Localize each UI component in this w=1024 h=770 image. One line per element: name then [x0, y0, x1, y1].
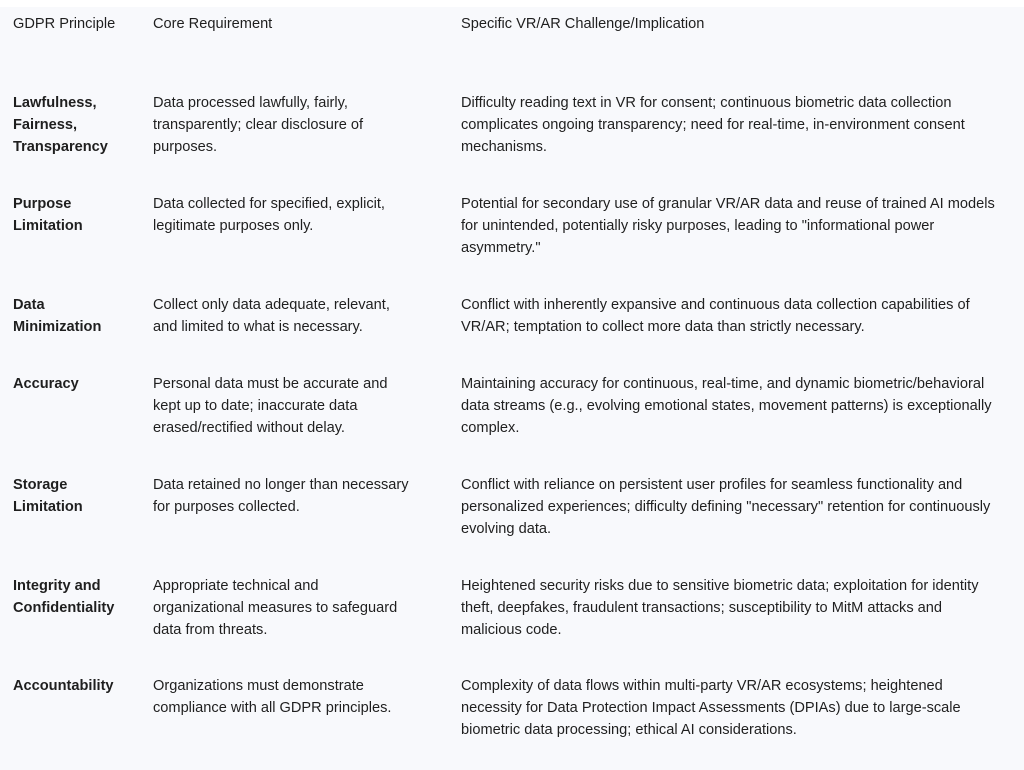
challenge-line: data streams (e.g., evolving emotional states, movement patterns) is exceptionally — [461, 398, 992, 414]
row-principle — [13, 575, 138, 619]
challenge-line: evolving data. — [461, 521, 552, 537]
requirement-line: Personal data must be accurate and — [153, 376, 388, 392]
challenge-line: VR/AR; temptation to collect more data than strictly necessary. — [461, 319, 865, 335]
challenge-line: Heightened security risks due to sensitive biometric data; exploitation for identity — [461, 578, 979, 594]
principle-line: Data — [13, 297, 45, 313]
principle-line: Limitation — [13, 499, 83, 515]
header-requirement: Core Requirement — [153, 16, 273, 32]
row-principle — [13, 294, 138, 338]
principle-line: Accountability — [13, 678, 114, 694]
requirement-line: kept up to date; inaccurate data — [153, 398, 358, 414]
requirement-line: erased/rectified without delay. — [153, 420, 345, 436]
challenge-line: mechanisms. — [461, 139, 547, 155]
principle-line: Minimization — [13, 319, 102, 335]
row-requirement — [153, 575, 443, 641]
row-requirement — [153, 92, 443, 158]
challenge-line: for unintended, potentially risky purposes, leading to "informational power — [461, 218, 935, 234]
principle-line: Lawfulness, — [13, 95, 97, 111]
challenge-line: Difficulty reading text in VR for consent; continuous biometric data collection — [461, 95, 952, 111]
challenge-line: Maintaining accuracy for continuous, real-time, and dynamic biometric/behavioral — [461, 376, 985, 392]
row-principle — [13, 675, 138, 697]
requirement-line: Collect only data adequate, relevant, — [153, 297, 390, 313]
header-challenge: Specific VR/AR Challenge/Implication — [461, 16, 705, 32]
challenge-line: complex. — [461, 420, 520, 436]
requirement-line: Appropriate technical and — [153, 578, 319, 594]
header-principle: GDPR Principle — [13, 16, 116, 32]
principle-line: Confidentiality — [13, 600, 115, 616]
requirement-line: and limited to what is necessary. — [153, 319, 363, 335]
row-principle — [13, 92, 138, 158]
principle-line: Fairness, — [13, 117, 78, 133]
row-challenge — [461, 92, 1024, 158]
row-challenge — [461, 294, 1024, 338]
challenge-line: Conflict with reliance on persistent user profiles for seamless functionality and — [461, 477, 963, 493]
row-challenge — [461, 675, 1024, 741]
challenge-line: necessity for Data Protection Impact Assessments (DPIAs) due to large-scale — [461, 700, 961, 716]
principle-line: Transparency — [13, 139, 108, 155]
challenge-line: theft, deepfakes, fraudulent transactions; susceptibility to MitM attacks and — [461, 600, 943, 616]
requirement-line: Data collected for specified, explicit, — [153, 196, 385, 212]
requirement-line: data from threats. — [153, 622, 268, 638]
row-principle — [13, 373, 138, 395]
challenge-line: malicious code. — [461, 622, 562, 638]
requirement-line: legitimate purposes only. — [153, 218, 314, 234]
principle-line: Limitation — [13, 218, 83, 234]
row-challenge — [461, 474, 1024, 540]
challenge-line: Potential for secondary use of granular VR/AR data and reuse of trained AI models — [461, 196, 995, 212]
requirement-line: purposes. — [153, 139, 218, 155]
requirement-line: compliance with all GDPR principles. — [153, 700, 392, 716]
principle-line: Storage — [13, 477, 68, 493]
principle-line: Accuracy — [13, 376, 79, 392]
requirement-line: Data processed lawfully, fairly, — [153, 95, 348, 111]
challenge-line: complicates ongoing transparency; need for real-time, in-environment consent — [461, 117, 965, 133]
principle-line: Purpose — [13, 196, 72, 212]
row-challenge — [461, 575, 1024, 641]
challenge-line: Complexity of data flows within multi-party VR/AR ecosystems; heightened — [461, 678, 943, 694]
row-challenge — [461, 193, 1024, 259]
challenge-line: personalized experiences; difficulty defining "necessary" retention for continuously — [461, 499, 991, 515]
requirement-line: Organizations must demonstrate — [153, 678, 364, 694]
row-principle — [13, 474, 138, 518]
row-requirement — [153, 193, 443, 237]
challenge-line: asymmetry." — [461, 240, 541, 256]
document-sheet — [0, 7, 1024, 770]
requirement-line: for purposes collected. — [153, 499, 300, 515]
row-requirement — [153, 294, 443, 338]
row-requirement — [153, 474, 443, 518]
row-challenge — [461, 373, 1024, 439]
row-requirement — [153, 373, 443, 439]
challenge-line: Conflict with inherently expansive and continuous data collection capabilities of — [461, 297, 970, 313]
principle-line: Integrity and — [13, 578, 101, 594]
challenge-line: biometric data processing; ethical AI considerations. — [461, 722, 797, 738]
requirement-line: organizational measures to safeguard — [153, 600, 398, 616]
row-principle — [13, 193, 138, 237]
requirement-line: transparently; clear disclosure of — [153, 117, 364, 133]
row-requirement — [153, 675, 443, 719]
requirement-line: Data retained no longer than necessary — [153, 477, 409, 493]
